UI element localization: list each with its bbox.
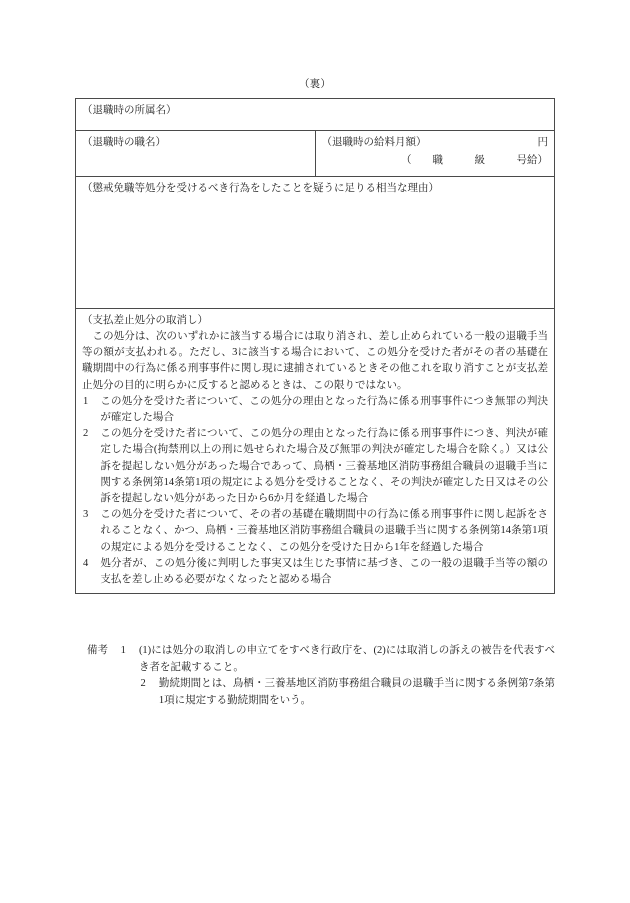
table-row-reason (76, 177, 555, 309)
table-row-job-and-salary (76, 131, 555, 177)
salary-cell (315, 131, 555, 177)
salary-label: （退職時の給料月額） (321, 137, 427, 148)
list-item-number: 1 (83, 395, 89, 407)
remarks-row (75, 643, 555, 709)
salary-amount-line (322, 135, 549, 151)
job-name-label: （退職時の職名） (82, 137, 166, 148)
remarks-item-number: 2 (140, 678, 146, 690)
job-name-cell (76, 131, 316, 177)
list-item-text: この処分を受けた者について、その者の基礎在職期間中の行為に係る刑事事件に関し起訴をされることなく、かつ、鳥栖・三養基地区消防事務組合職員の退職手当に関する条例第14条第1項の規定による処分を受けることなく、この処分を受けた日から1年を経過した場合 (100, 509, 548, 553)
list-item (82, 394, 548, 426)
cancellation-conditions-list (82, 394, 548, 588)
remarks-item-number: 1 (120, 645, 126, 656)
list-item (82, 556, 548, 588)
salary-unit-label: 円 (537, 137, 548, 148)
reason-label: （懲戒免職等処分を受けるべき行為をしたことを疑うに足りる相当な理由） (82, 183, 439, 194)
list-item-number: 4 (83, 557, 89, 569)
page-side-mark: （裏） (298, 79, 332, 90)
remarks-item-text: 勤続期間とは、鳥栖・三養基地区消防事務組合職員の退職手当に関する条例第7条第1項に規定する勤続期間をいう。 (158, 678, 555, 706)
list-item-number: 3 (83, 509, 89, 521)
remarks-section (75, 643, 555, 709)
cancellation-paragraph: この処分は、次のいずれかに該当する場合には取り消され、差し止められている一般の退職手当等の額が支払われる。ただし、3に該当する場合において、この処分を受けた者がその者の基礎在職期間中の行為に係る刑事事件に関し現に逮捕されているときその他これを取り消すことが支払差止処分の目的に明らかに反すると認めるときは、この限りではない。 (82, 331, 548, 391)
table-row-affiliation (76, 99, 555, 131)
list-item (82, 426, 548, 507)
salary-grade-line: （ 職 級 号給） (401, 154, 548, 166)
list-item-text: 処分者が、この処分後に判明した事実又は生じた事情に基づき、この一般の退職手当等の額の支払を差し止める必要がなくなったと認める場合 (100, 557, 548, 586)
remarks-item (139, 676, 555, 709)
remarks-item (119, 643, 555, 676)
remarks-items (119, 643, 555, 709)
cancellation-cell (76, 309, 555, 594)
list-item-text: この処分を受けた者について、この処分の理由となった行為に係る刑事事件につき無罪の判決が確定した場合 (100, 395, 548, 424)
list-item-number: 2 (83, 428, 89, 440)
table-row-cancellation (76, 309, 555, 594)
list-item (82, 507, 548, 556)
remarks-label: 備考 (87, 645, 108, 656)
list-item-text: この処分を受けた者について、この処分の理由となった行為に係る刑事事件につき、判決が確定した場合(拘禁刑以上の刑に処せられた場合及び無罪の判決が確定した場合を除く。）又は公訴を提起しない処分があった場合であって、鳥栖・三養基地区消防事務組合職員の退職手当に関する条例第14条第1項の規定による処分を受けることなく、その判決が確定した日又はその公訴を提起しない処分があった日から6か月を経過した場合 (100, 428, 548, 505)
affiliation-cell (76, 99, 555, 131)
retirement-allowance-form-table (75, 98, 555, 594)
reason-cell (76, 177, 555, 309)
cancellation-heading: （支払差止処分の取消し） (82, 315, 208, 326)
affiliation-label: （退職時の所属名） (82, 105, 177, 116)
remarks-item-text: (1)には処分の取消しの申立てをすべき行政庁を、(2)には取消しの訴えの被告を代表すべき者を記載すること。 (138, 645, 555, 673)
